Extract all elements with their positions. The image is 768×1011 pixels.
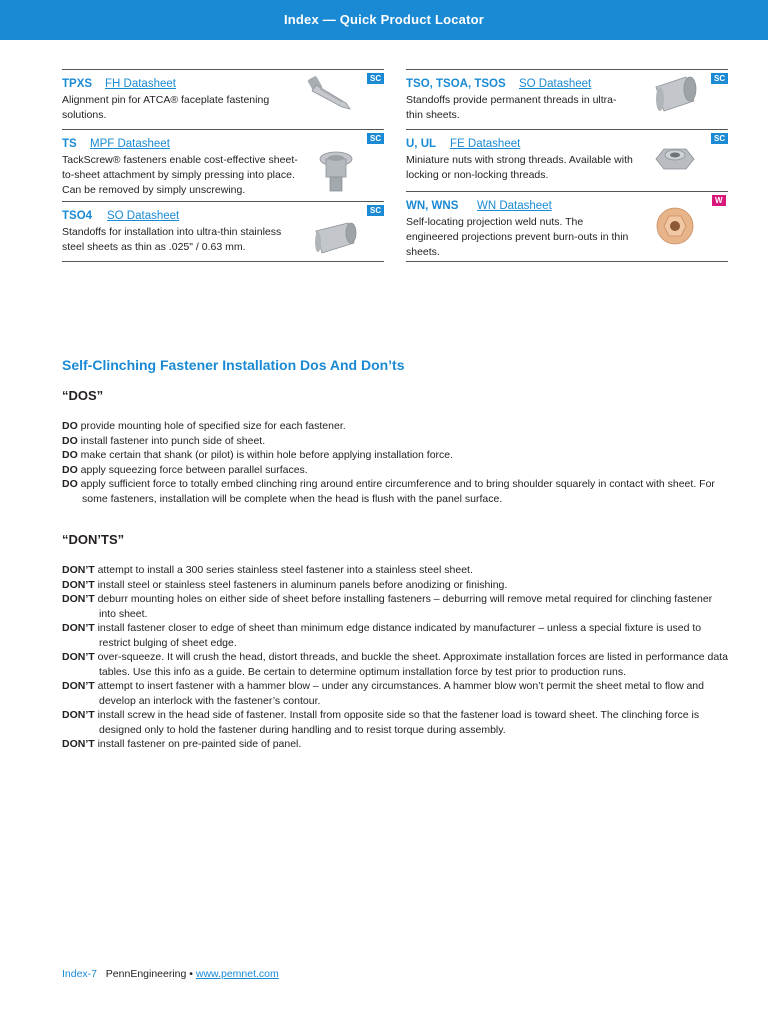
dont-keyword: DON’T <box>62 622 95 634</box>
datasheet-link[interactable]: MPF Datasheet <box>90 138 170 150</box>
donts-heading: “DON’TS” <box>62 532 125 547</box>
do-text: provide mounting hole of specified size for each fastener. <box>80 420 346 432</box>
divider <box>62 129 384 130</box>
do-keyword: DO <box>62 420 78 432</box>
do-text: make certain that shank (or pilot) is within hole before applying installation force. <box>80 449 454 461</box>
do-keyword: DO <box>62 463 78 476</box>
do-text: install fastener into punch side of sheet. <box>80 434 266 447</box>
product-code: TPXS <box>62 78 93 90</box>
alignment-pin-image <box>302 73 362 113</box>
dont-text: install fastener on pre-painted side of panel. <box>97 738 302 750</box>
w-tag: W <box>712 195 726 206</box>
dont-keyword: DON’T <box>62 593 95 605</box>
miniature-nut-image <box>652 141 698 177</box>
dont-keyword: DON’T <box>62 564 95 576</box>
standoff-image <box>310 221 360 257</box>
product-description: TackScrew® fasteners enable cost-effective sheet-to-sheet attachment by simply pressing into place. Can be removed by simply unscrewing. <box>62 154 298 196</box>
product-entry-tso4 <box>62 201 384 262</box>
datasheet-link[interactable]: WN Datasheet <box>477 200 552 212</box>
dont-keyword: DON’T <box>62 651 95 663</box>
dos-heading: “DOS” <box>62 388 104 403</box>
sc-tag: SC <box>367 133 384 144</box>
list-item <box>62 434 732 449</box>
do-keyword: DO <box>62 434 78 447</box>
product-description: Self-locating projection weld nuts. The engineered projections prevent burn-outs in thin sheets. <box>406 216 629 258</box>
dos-list <box>62 419 732 506</box>
product-entry-tso <box>406 69 728 129</box>
product-code: WN, WNS <box>406 200 459 212</box>
divider <box>62 69 384 70</box>
list-item <box>62 708 732 737</box>
do-text: apply squeezing force between parallel surfaces. <box>80 463 308 476</box>
page-number: Index-7 <box>62 968 98 980</box>
dont-text: install screw in the head side of fastener. Install from opposite side so that the fastener load is toward sheet. The clinching force is designed only to hold the fastener during handling and to resist torque during assembly. <box>97 709 700 736</box>
dont-keyword: DON’T <box>62 680 95 692</box>
donts-list <box>62 563 732 752</box>
product-description: Standoffs provide permanent threads in ultra-thin sheets. <box>406 94 617 121</box>
do-text: apply sufficient force to totally embed clinching ring around entire circumference and to bring shoulder squarely in contact with sheet. For some fasteners, installation will be complete when the head is flush with the panel surface. <box>80 478 715 505</box>
product-entry-ts <box>62 129 384 201</box>
divider <box>62 201 384 202</box>
list-item <box>62 592 732 621</box>
dont-text: attempt to insert fastener with a hammer blow – under any circumstances. A hammer blow won’t permit the sheet metal to flow and develop an interlock with the fastener’s contour. <box>97 680 704 707</box>
product-entry-tpxs <box>62 69 384 129</box>
dont-keyword: DON’T <box>62 709 95 721</box>
dont-text: deburr mounting holes on either side of sheet before installing fasteners – deburring will remove metal required for clinching fastener into sheet. <box>97 593 713 620</box>
dont-text: over-squeeze. It will crush the head, distort threads, and buckle the sheet. Approximate installation forces are listed in performance data tables. Use this info as a guide. Be certain to determine optimum installation force by test prior to production runs. <box>97 651 728 678</box>
weld-nut-image <box>652 205 698 247</box>
list-item <box>62 621 732 650</box>
website-link[interactable]: www.pemnet.com <box>195 968 279 980</box>
sc-tag: SC <box>367 73 384 84</box>
divider <box>406 261 728 262</box>
list-item <box>62 578 732 593</box>
product-code: TSO, TSOA, TSOS <box>406 78 506 90</box>
page-header <box>0 0 768 40</box>
datasheet-link[interactable]: FE Datasheet <box>450 138 521 150</box>
page-footer <box>62 968 279 980</box>
list-item <box>62 477 732 506</box>
divider <box>406 69 728 70</box>
product-code: U, UL <box>406 138 437 150</box>
standoff-image <box>650 75 700 117</box>
sc-tag: SC <box>711 133 728 144</box>
section-title: Self-Clinching Fastener Installation Dos And Don’ts <box>62 357 405 373</box>
do-keyword: DO <box>62 478 78 490</box>
list-item <box>62 650 732 679</box>
header-title: Index — Quick Product Locator <box>283 12 485 27</box>
list-item <box>62 419 732 434</box>
company-name: PennEngineering • <box>105 968 193 980</box>
divider <box>406 129 728 130</box>
sc-tag: SC <box>367 205 384 216</box>
divider <box>406 191 728 192</box>
product-entry-wn-wns <box>406 191 728 262</box>
product-description: Miniature nuts with strong threads. Available with locking or non-locking threads. <box>406 154 633 181</box>
list-item <box>62 463 732 478</box>
dont-keyword: DON’T <box>62 578 95 591</box>
product-entry-u-ul <box>406 129 728 191</box>
product-code: TS <box>62 138 77 150</box>
list-item <box>62 563 732 578</box>
dont-text: install steel or stainless steel fasteners in aluminum panels before anodizing or finishing. <box>97 578 508 591</box>
datasheet-link[interactable]: SO Datasheet <box>107 210 180 222</box>
dont-text: install fastener closer to edge of sheet than minimum edge distance indicated by manufacturer – unless a special fixture is used to restrict bulging of sheet edge. <box>97 622 702 649</box>
product-description: Alignment pin for ATCA® faceplate fastening solutions. <box>62 94 270 121</box>
dont-text: attempt to install a 300 series stainless steel fastener into a stainless steel sheet. <box>97 564 473 576</box>
tackscrew-image <box>312 147 362 197</box>
divider <box>62 261 384 262</box>
product-description: Standoffs for installation into ultra-thin stainless steel sheets as thin as .025" / 0.63 mm. <box>62 226 282 253</box>
product-code: TSO4 <box>62 210 93 222</box>
list-item <box>62 679 732 708</box>
do-keyword: DO <box>62 449 78 461</box>
list-item <box>62 448 732 463</box>
list-item <box>62 737 732 752</box>
datasheet-link[interactable]: SO Datasheet <box>519 78 592 90</box>
dont-keyword: DON’T <box>62 738 95 750</box>
sc-tag: SC <box>711 73 728 84</box>
datasheet-link[interactable]: FH Datasheet <box>105 78 176 90</box>
